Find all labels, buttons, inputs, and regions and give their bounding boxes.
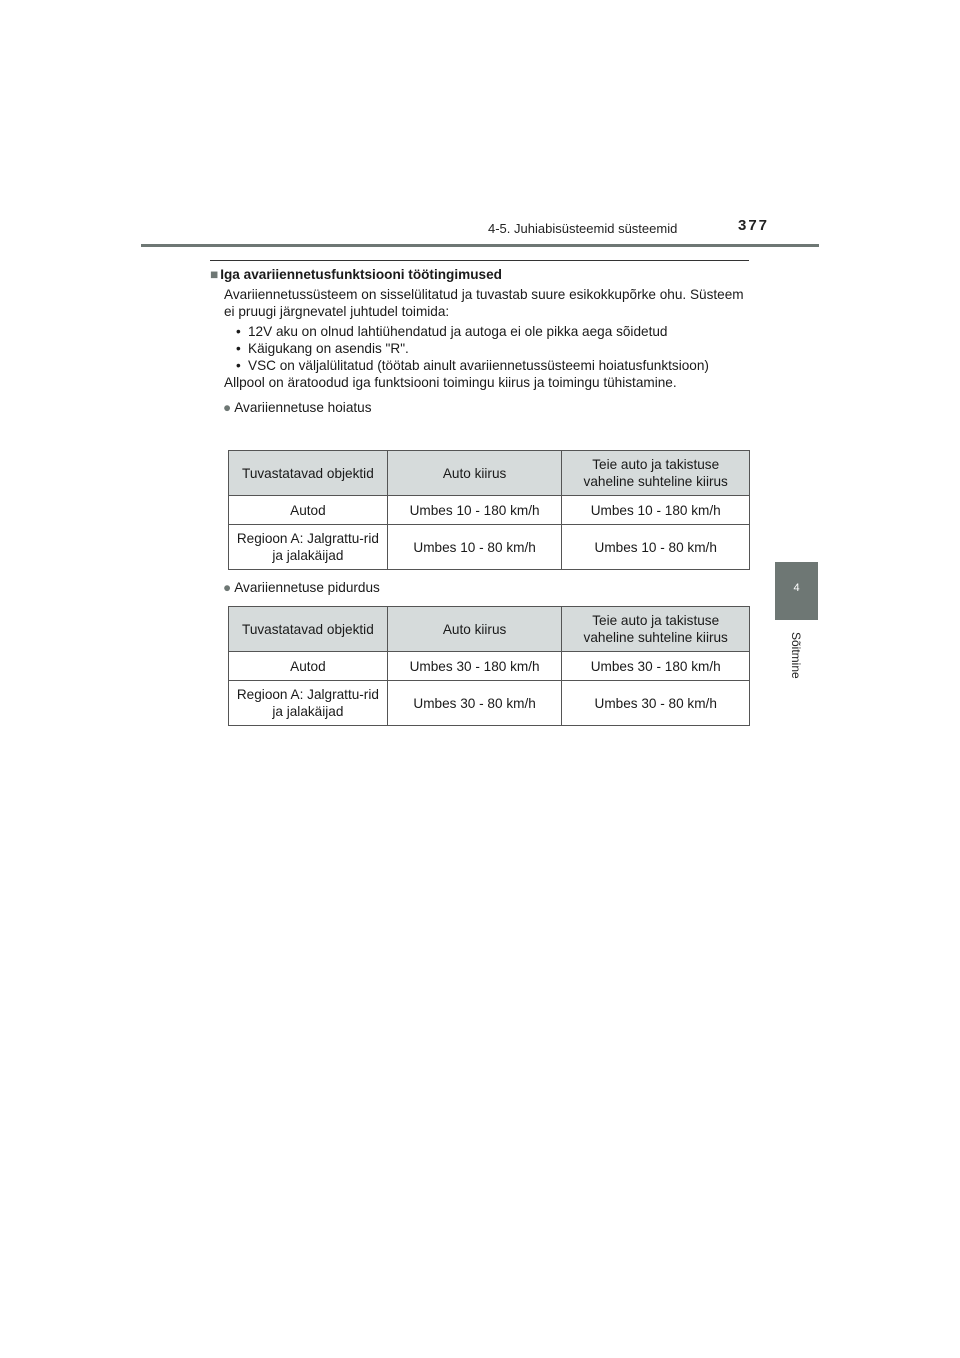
table-header-row: [229, 451, 750, 496]
square-bullet-icon: ■: [210, 267, 219, 282]
chapter-number: 4: [793, 582, 800, 594]
table-cell: Umbes 30 - 180 km/h: [387, 652, 562, 681]
chapter-label-text: Sõitmine: [789, 632, 803, 679]
table-cell: Umbes 10 - 80 km/h: [562, 525, 750, 570]
warning-table: [228, 450, 750, 570]
column-header: Auto kiirus: [387, 451, 562, 496]
table-cell: Umbes 10 - 180 km/h: [562, 496, 750, 525]
list-item: • 12V aku on olnud lahtiühendatud ja autoga ei ole pikka aega sõidetud: [234, 323, 749, 340]
table-cell: Autod: [229, 496, 388, 525]
table-row: [229, 652, 750, 681]
table-row: [229, 496, 750, 525]
column-header: Tuvastatavad objektid: [229, 607, 388, 652]
page-number: 377: [738, 217, 770, 234]
table-row: [229, 681, 750, 726]
column-header: Tuvastatavad objektid: [229, 451, 388, 496]
column-header: Auto kiirus: [387, 607, 562, 652]
list-item: • VSC on väljalülitatud (töötab ainult avariiennetussüsteemi hoiatusfunktsioon): [234, 357, 749, 374]
outro-paragraph: Allpool on äratoodud iga funktsiooni toimingu kiirus ja toimingu tühistamine.: [224, 375, 677, 390]
table-cell: Umbes 30 - 80 km/h: [562, 681, 750, 726]
column-header: Teie auto ja takistuse vaheline suhteline kiirus: [562, 451, 750, 496]
circle-bullet-icon: ●: [223, 580, 232, 595]
chapter-tab[interactable]: [775, 562, 818, 620]
table-cell: Umbes 30 - 80 km/h: [387, 681, 562, 726]
table-header-row: [229, 607, 750, 652]
table-cell: Umbes 30 - 180 km/h: [562, 652, 750, 681]
subheading-warning: ● Avariiennetuse hoiatus: [223, 400, 372, 415]
table-cell: Umbes 10 - 80 km/h: [387, 525, 562, 570]
table-cell: Regioon A: Jalgrattu-rid ja jalakäijad: [229, 525, 388, 570]
list-item: • Käigukang on asendis "R".: [234, 340, 749, 357]
braking-table: [228, 606, 750, 726]
header-section-title: 4-5. Juhiabisüsteemid süsteemid: [488, 221, 678, 236]
circle-bullet-icon: ●: [223, 400, 232, 415]
section-title: ■ Iga avariiennetusfunktsiooni töötingimused: [210, 267, 502, 282]
table-cell: Regioon A: Jalgrattu-rid ja jalakäijad: [229, 681, 388, 726]
table-cell: Autod: [229, 652, 388, 681]
main-content: [210, 266, 749, 416]
header-rule: [141, 244, 819, 247]
column-header: Teie auto ja takistuse vaheline suhteline kiirus: [562, 607, 750, 652]
section-divider: [210, 260, 749, 261]
chapter-label: [776, 632, 816, 692]
table-cell: Umbes 10 - 180 km/h: [387, 496, 562, 525]
condition-list: [234, 323, 749, 374]
intro-paragraph: Avariiennetussüsteem on sisselülitatud ja tuvastab suure esikokkupõrke ohu. Süsteem ei pruugi järgnevatel juhtudel toimida:: [224, 287, 744, 319]
table-row: [229, 525, 750, 570]
subheading-braking: ● Avariiennetuse pidurdus: [223, 580, 380, 595]
